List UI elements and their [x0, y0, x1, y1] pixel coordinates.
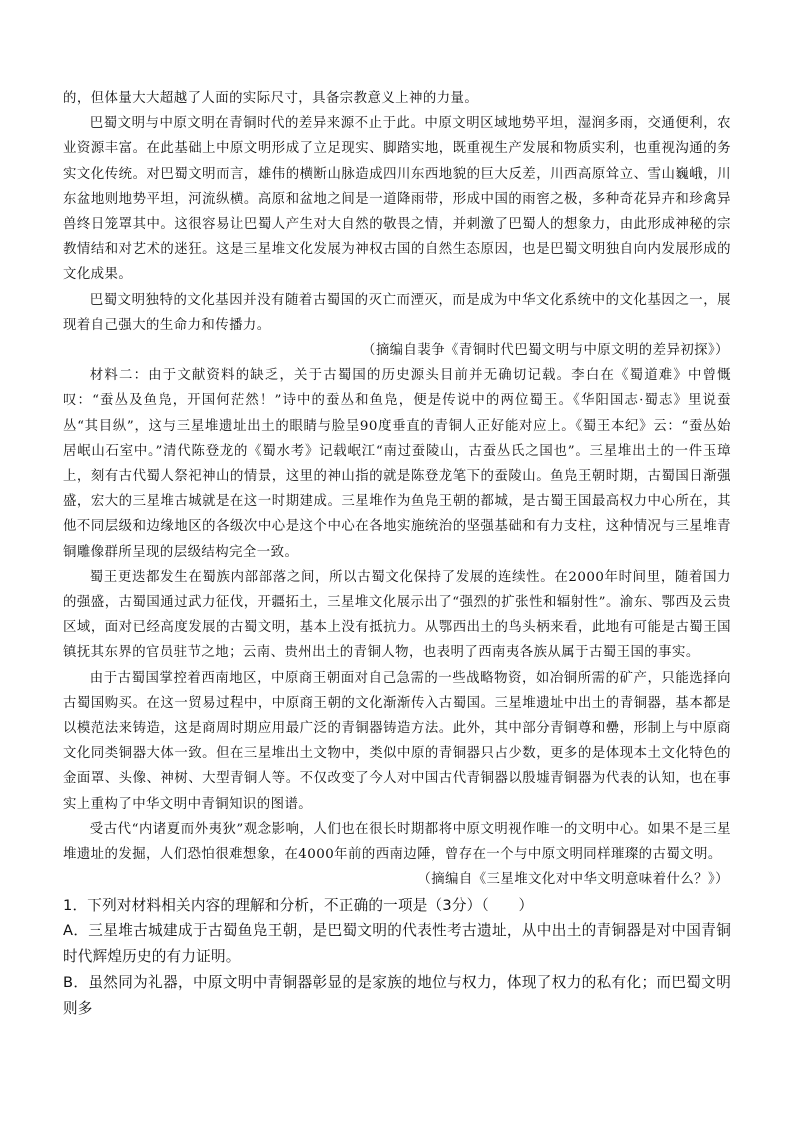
- paragraph: 受古代“内诸夏而外夷狄”观念影响，人们也在很长时期都将中原文明视作唯一的文明中心。如果不是三星堆遗址的发掘，人们恐怕很难想象，在4000年前的西南边陲，曾存在一个与中原文明同样璀璨的古蜀文明。: [63, 821, 731, 863]
- document-page: [63, 86, 731, 1021]
- paragraph: 的，但体量大大超越了人面的实际尺寸，具备宗教意义上神的力量。: [63, 91, 479, 106]
- paragraph: 由于古蜀国掌控着西南地区，中原商王朝面对自己急需的一些战略物资，如冶铜所需的矿产，只能选择向古蜀国购买。在这一贸易过程中，中原商王朝的文化渐渐传入古蜀国。三星堆遗址中出土的青铜器，基本都是以模范法来铸造，这是商周时期应用最广泛的青铜器铸造方法。此外，其中部分青铜尊和罍，形制上与中原商文化同类铜器大体一致。但在三星堆出土文物中，类似中原的青铜器只占少数，更多的是体现本土文化特色的金面罩、头像、神树、大型青铜人等。不仅改变了今人对中国古代青铜器以殷墟青铜器为代表的认知，也在事实上重构了中华文明中青铜知识的图谱。: [63, 670, 731, 812]
- paragraph: 蜀王更迭都发生在蜀族内部部落之间，所以古蜀文化保持了发展的连续性。在2000年时间里，随着国力的强盛，古蜀国通过武力征伐，开疆拓土，三星堆文化展示出了“强烈的扩张性和辐射性”。渝东、鄂西及云贵区域，面对已经高度发展的古蜀文明，基本上没有抵抗力。从鄂西出土的鸟头柄来看，此地有可能是古蜀王国镇抚其东界的官员驻节之地；云南、贵州出土的青铜人物，也表明了西南夷各族从属于古蜀王国的事实。: [63, 569, 731, 661]
- paragraph: 巴蜀文明与中原文明在青铜时代的差异来源不止于此。中原文明区域地势平坦，湿润多雨，交通便利，农业资源丰富。在此基础上中原文明形成了立足现实、脚踏实地，既重视生产发展和物质实利，也重视沟通的务实文化传统。对巴蜀文明而言，雄伟的横断山脉造成四川东西地貌的巨大反差，川西高原耸立、雪山巍峨，川东盆地则地势平坦，河流纵横。高原和盆地之间是一道降雨带，形成中国的雨窖之极，多种奇花异卉和珍禽异兽终日笼罩其中。这很容易让巴蜀人产生对大自然的敬畏之情，并刺激了巴蜀人的想象力，由此形成神秘的宗教情结和对艺术的迷狂。这是三星堆文化发展为神权古国的自然生态原因，也是巴蜀文明独自向内发展形成的文化成果。: [63, 116, 731, 283]
- paragraph: 巴蜀文明独特的文化基因并没有随着古蜀国的灭亡而湮灭，而是成为中华文化系统中的文化基因之一，展现着自己强大的生命力和传播力。: [63, 292, 731, 333]
- source-citation: （摘编自《三星堆文化对中华文明意味着什么？》）: [417, 872, 729, 888]
- option-a: A．三星堆古城建成于古蜀鱼凫王朝，是巴蜀文明的代表性考古遗址，从中出土的青铜器是对中国青铜时代辉煌历史的有力证明。: [63, 922, 731, 966]
- question-stem: 1．下列对材料相关内容的理解和分析，不正确的一项是（3分）（ ）: [63, 896, 534, 914]
- paragraph: 材料二：由于文献资料的缺乏，关于古蜀国的历史源头目前并无确切记载。李白在《蜀道难》中曾慨叹：“蚕丛及鱼凫，开国何茫然！”诗中的蚕丛和鱼凫，便是传说中的两位蜀王。《华阳国志·蜀志》里说蚕丛“其目纵”，这与三星堆遗址出土的眼睛与脸呈90度垂直的青铜人正好能对应上。《蜀王本纪》云：“蚕丛始居岷山石室中。”清代陈登龙的《蜀水考》记载岷江“南过蚕陵山，古蚕丛氏之国也”。三星堆出土的一件玉璋上，刻有古代蜀人祭祀神山的情景，这里的神山指的就是陈登龙笔下的蚕陵山。鱼凫王朝时期，古蜀国日渐强盛，宏大的三星堆古城就是在这一时期建成。三星堆作为鱼凫王朝的都城，是古蜀王国最高权力中心所在，其他不同层级和边缘地区的各级次中心是这个中心在各地实施统治的坚强基础和有力支柱，这种情况与三星堆青铜雕像群所呈现的层级结构完全一致。: [63, 368, 731, 560]
- source-citation: （摘编自裴争《青铜时代巴蜀文明与中原文明的差异初探》）: [362, 343, 729, 359]
- option-b: B．虽然同为礼器，中原文明中青铜器彰显的是家族的地位与权力，体现了权力的私有化；而巴蜀文明则多: [63, 973, 731, 1017]
